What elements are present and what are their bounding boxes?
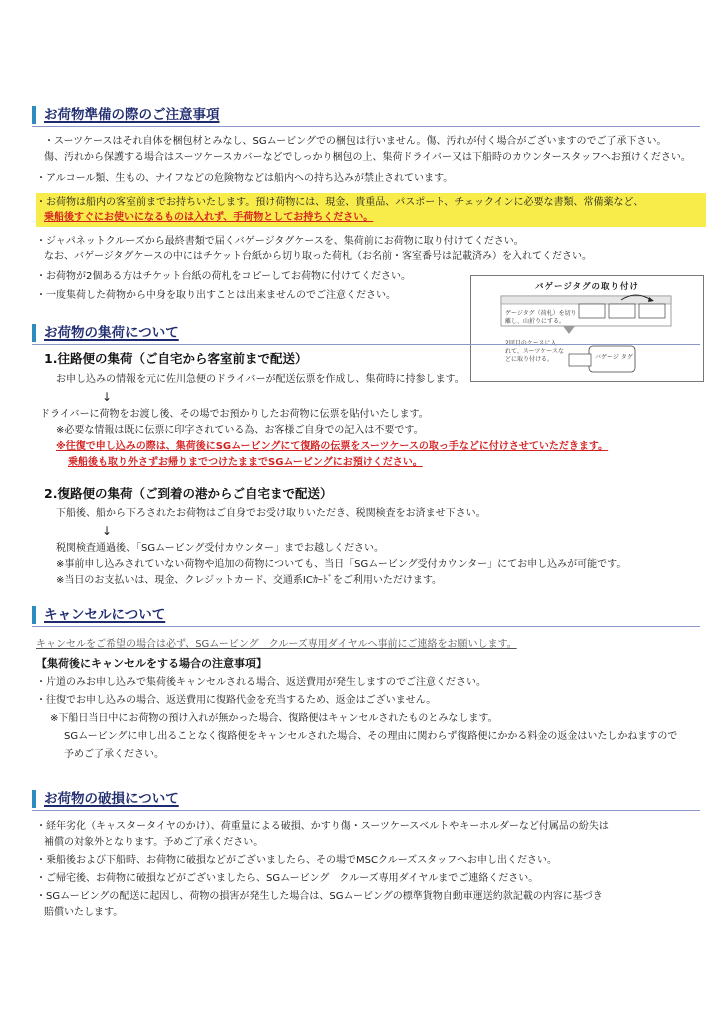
prep-line-9: ・一度集荷した荷物から中身を取り出すことは出来ませんのでご注意ください。 (36, 290, 396, 301)
outbound-warning-1: ※往復で申し込みの際は、集荷後にSGムービングにて復路の伝票をスーツケースの取っ手などに付けさせていただきます。 (56, 441, 609, 452)
heading-accent-bar (32, 106, 36, 124)
damage-line-3: ・乗船後および下船時、お荷物に破損などがございましたら、その場でMSCクルーズスタッフへお申し出ください。 (36, 855, 557, 866)
outbound-line-3: ※必要な情報は既に伝票に印字されている為、お客様ご自身での記入は不要です。 (56, 425, 424, 436)
damage-line-6: 賠償いたします。 (44, 907, 124, 918)
cancel-line-1: ・片道のみお申し込みで集荷後キャンセルされる場合、返送費用が発生しますのでご注意ください。 (36, 677, 486, 688)
prep-line-8: ・お荷物が2個ある方はチケット台紙の荷札をコピーしてお荷物に付けてください。 (36, 271, 412, 282)
prep-line-4-highlighted: ・お荷物は船内の客室前までお持ちいたします。預け荷物には、現金、貴重品、パスポート、チェックインに必要な書類、常備薬など、 (36, 197, 644, 208)
diagram-tag-label: バゲージ タグ (595, 354, 633, 361)
prep-line-6: ・ジャパネットクルーズから最終書類で届くバゲージタグケースを、集荷前にお荷物に取り付けてください。 (36, 236, 524, 247)
damage-line-5: ・SGムービングの配送に起因し、荷物の損害が発生した場合は、SGムービングの標準貨物自動車運送約款記載の内容に基づき (36, 891, 603, 902)
heading-title: お荷物の破損について (44, 791, 179, 807)
cancel-line-3: ※下船日当日中にお荷物の預け入れが無かった場合、復路便はキャンセルされたものとみなします。 (50, 713, 498, 724)
cancel-line-5: 予めご了承ください。 (64, 749, 164, 760)
down-arrow-icon: ↓ (102, 524, 113, 538)
diagram-caption-5: どに取り付ける。 (505, 356, 554, 363)
diagram-caption-3: 2回目のケースに入 (505, 340, 557, 347)
diagram-caption-4: れて、スーツケースな (505, 348, 564, 355)
outbound-title: 1.往路便の集荷（ご自宅から客室前まで配送） (44, 351, 308, 366)
heading-accent-bar (32, 790, 36, 808)
outbound-line-1: お申し込みの情報を元に佐川急便のドライバーが配送伝票を作成し、集荷時に持参します。 (56, 374, 465, 385)
prep-line-7: なお、バゲージタグケースの中にはチケット台紙から切り取った荷札（お名前・客室番号は記載済み）を入れてください。 (44, 251, 592, 262)
prep-line-2: 傷、汚れから保護する場合はスーツケースカバーなどでしっかり梱包の上、集荷ドライバー又は下船時のカウンタースタッフへお預けください。 (44, 152, 691, 163)
return-line-3: ※事前申し込みされていない荷物や追加の荷物についても、当日「SGムービング受付カウンター」にてお申し込みが可能です。 (56, 559, 627, 570)
cancel-subtitle: 【集荷後にキャンセルをする場合の注意事項】 (36, 657, 267, 670)
diagram-caption-2: 離し、山折りにする。 (505, 318, 566, 325)
diagram-caption-1: ゲージタグ（荷札）を切り (505, 310, 577, 317)
heading-title: お荷物準備の際のご注意事項 (44, 107, 220, 123)
prep-line-3: ・アルコール類、生もの、ナイフなどの危険物などは船内への持ち込みが禁止されています。 (36, 173, 454, 184)
outbound-warning-2: 乗船後も取り外さずお帰りまでつけたままでSGムービングにお預けください。 (68, 457, 423, 468)
return-title: 2.復路便の集荷（ご到着の港からご自宅まで配送） (44, 486, 333, 501)
heading-title: お荷物の集荷について (44, 325, 179, 341)
section-heading-prep (32, 104, 700, 127)
outbound-line-2: ドライバーに荷物をお渡し後、その場でお預かりしたお荷物に伝票を貼付いたします。 (40, 409, 429, 420)
return-line-2: 税関検査通過後、「SGムービング受付カウンター」までお越しください。 (56, 543, 384, 554)
prep-line-1: ・スーツケースはそれ自体を梱包材とみなし、SGムービングでの梱包は行いません。傷、汚れが付く場合がございますのでご了承下さい。 (44, 136, 667, 147)
prep-line-5-highlighted: 乗船後すぐにお使いになるものは入れず、手荷物としてお持ちください。 (44, 212, 374, 223)
heading-accent-bar (32, 606, 36, 624)
section-heading-cancel (32, 604, 700, 627)
cancel-line-2: ・往復でお申し込みの場合、返送費用に復路代金を充当するため、返金はございません。 (36, 695, 437, 706)
diagram-title: バゲージタグの取り付け (535, 282, 639, 292)
cancel-line-4: SGムービングに申し出ることなく復路便をキャンセルされた場合、その理由に関わらず復路便にかかる料金の返金はいたしかねますので (64, 731, 678, 742)
section-heading-pickup (32, 322, 700, 345)
return-line-1: 下船後、船から下ろされたお荷物はご自身でお受け取りいただき、税関検査をお済ませ下さい。 (56, 508, 486, 519)
damage-line-2: 補償の対象外となります。予めご了承ください。 (44, 837, 264, 848)
heading-title: キャンセルについて (44, 607, 166, 623)
cancel-lead: キャンセルをご希望の場合は必ず、SGムービング クルーズ専用ダイヤルへ事前にご連絡をお願いします。 (36, 639, 517, 650)
damage-line-4: ・ご帰宅後、お荷物に破損などがございましたら、SGムービング クルーズ専用ダイヤルまでご連絡ください。 (36, 873, 539, 884)
section-heading-damage (32, 788, 700, 811)
heading-accent-bar (32, 324, 36, 342)
down-arrow-icon: ↓ (102, 390, 113, 404)
damage-line-1: ・経年劣化（キャスタータイヤのかけ）、荷重量による破損、かすり傷・スーツケースベルトやキーホルダーなど付属品の紛失は (36, 821, 609, 832)
return-line-4: ※当日のお支払いは、現金、クレジットカード、交通系ICｶｰﾄﾞをご利用いただけます。 (56, 575, 443, 586)
